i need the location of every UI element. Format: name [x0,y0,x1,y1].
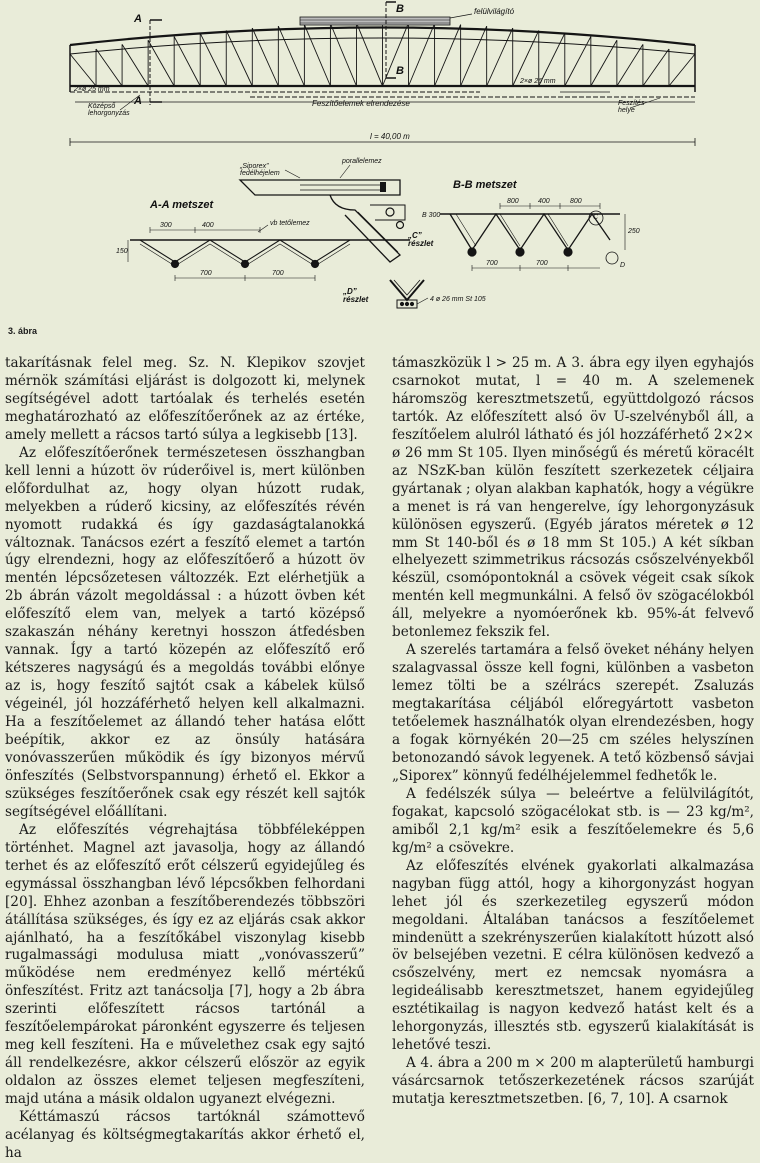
truss-diagonal [226,30,252,86]
mid-anchor-label: Középső lehorgonyzás [88,103,130,117]
truss-diagonal [252,28,278,86]
paragraph: Az előfeszítés végrehajtása többféleképpen történhet. Magnel azt javasolja, hogy az állandó terhet és az előfeszítő erőt célszerű egyidejűleg és egymással összhangban lévő lépcsőkben felhordani [20]. Ehhez azonban a feszítőberendezés többszöri átállítása szükséges, és így ez az eljárás csak akkor ajánlható, ha a feszítőkábel viszonylag kisebb rugalmassági modulusa miatt „vonóvasszerű” működése nem eredményez kellő mértékű önfeszítést. Fritz azt tanácsolja [7], hogy a 2b ábra szerinti előfeszített rácsos tartónál a feszítőelempárokat páronként egyszerre és teljesen meg kell feszíteni. Ha e művelethez csak egy sajtó áll rendelkezésre, akkor célszerű először az egyik oldalon az összes elemet teljesen megfeszíteni, majd utána a másik oldalon ugyanezt elvégezni. [5,821,365,1108]
truss-webs [70,23,695,86]
skylight-box [300,17,450,25]
paragraph: A fedélszék súlya — beleértve a felülvilágítót, fogakat, kapcsoló szögacélokat stb. is — 23 kg/m², amiből 2,1 kg/m² esik a feszítőelemekre és 5,6 kg/m² a csövekre. [392,785,754,856]
truss-diagonal [278,26,304,86]
dim-bb-250: 250 [628,228,640,235]
right-column [392,355,754,1109]
b300-label: B 300 [422,212,441,219]
truss-diagonal [487,28,513,86]
rb-plate-label: vb tetőlemez [270,220,310,227]
truss-diagonal [70,54,96,86]
truss-diagonal [304,25,330,86]
dim-aa-150: 150 [116,248,128,255]
dim-bb-800a: 800 [507,198,519,205]
dim-bb-700b: 700 [536,260,548,267]
tensioning-layout-label: Feszítőelemek elrendezése [312,99,410,108]
figure-3 [0,0,760,345]
paragraph: A 4. ábra a 200 m × 200 m alapterületű hamburgi vásárcsarnok tetőszerkezetének rácsos szarúját mutatja keresztmetszetben. [6, 7, 10]. A csarnok [392,1055,754,1108]
truss-diagonal [330,24,356,86]
truss-diagonal [148,40,174,86]
section-b-bottom: B [396,65,404,77]
detail-c-label: „C” részlet [408,231,434,248]
dim-aa-300: 300 [160,222,172,229]
section-bb-label: B-B metszet [453,179,517,191]
truss-diagonal [669,54,695,86]
truss-diagonal [461,26,487,86]
truss-diagonal [96,49,122,86]
dim-aa-700a: 700 [200,270,212,277]
figure-caption: 3. ábra [8,326,38,336]
left-column [5,355,365,1163]
section-b-top: B [396,3,404,15]
cable-left-label: 2×ø 25 mm [74,86,110,93]
section-a-top: A [134,13,142,25]
dim-bb-800b: 800 [570,198,582,205]
truss-diagonal [643,49,669,86]
skylight-label: felülvilágító [474,7,515,16]
cable-right-label: 2×ø 26 mm [520,78,556,85]
truss-diagonal [617,44,643,86]
truss-diagonal [356,23,382,86]
paragraph: A szerelés tartamára a felső öveket néhány helyen szalagvassal össze kell fogni, különben a vasbeton lemez tölti be a szélrács szerepét. Zsaluzás megtakarítása céljából előregyártott vasbeton tetőelemek használhatók olyan elrendezésben, hogy a fogak környékén 20—25 cm széles helyszínen betonozandó sávok legyenek. A tető közbenső sávjai „Siporex” könnyű fedélhéjelemmel fedhetők le. [392,642,754,784]
paragraph: takarításnak felel meg. Sz. N. Klepikov szovjet mérnök számítási eljárást is dolgozott ki, melynek segítségével adott tartóalak és terhelés esetén meghatározható az előfeszítőerőnek az az értéke, amely mellett a rácsos tartó súlya a legkisebb [13]. [5,355,365,443]
paragraph: Az előfeszítés elvének gyakorlati alkalmazása nagyban függ attól, hogy a kihorgonyzást hogyan lehet jól és szerkezetileg egyszerű módon megoldani. Általában tanácsos a feszítőelemet mindenütt a szekrényszerűen kialakított húzott alsó öv belsejében vezetni. E célra különösen kedvező a csőszelvény, mert ez nemcsak nyomásra a legideálisabb keresztmetszet, hanem egyidejűleg esztétikailag is nagyon kedvező hatást kelt és a lehorgonyzás, illesztés stb. egyszerű kialakítását is lehetővé teszi. [392,857,754,1054]
c-mark: C [593,214,599,221]
d-cable-label: 4 ø 26 mm St 105 [430,296,486,303]
dim-bb-700a: 700 [486,260,498,267]
section-aa-label: A-A metszet [150,199,214,211]
dim-aa-700b: 700 [272,270,284,277]
dim-aa-400: 400 [202,222,214,229]
span-label: l = 40,00 m [370,132,410,141]
top-plate-label: porallelemez [342,158,382,165]
detail-d-label: „D” részlet [343,287,369,304]
truss-diagonal [200,33,226,86]
d-mark: D [620,262,626,269]
siporex-label: „Siporex” fedélhéjelem [240,163,280,177]
truss-diagonal [122,44,148,86]
paragraph: támaszközük l > 25 m. A 3. ábra egy ilyen egyhajós csarnokot mutat, l = 40 m. A szelemenek háromszög keresztmetszetű, együttdolgozó rácsos tartók. Az előfeszített alsó öv U-szelvényből áll, a feszítőelem alulról látható és jól hozzáférhető 2×2× ø 26 mm St 105. Ilyen minőségű és méretű köracélt az NSzK-ban külön feszített szerkezetek céljaira gyártanak ; olyan alakban kaphatók, hogy a végükre a menet is rá van hengerelve, így lehorgonyzásuk különösen egyszerű. (Egyéb járatos méretek ø 12 mm St 140-ből és ø 18 mm St 105.) A két síkban elhelyezett szimmetrikus rácsozás csőszelvényekből készül, csomópontoknál a csövek végeit csak síkok mentén kell megmunkálni. A felső öv szögacélokból áll, melyekre a nyomóerőnek kb. 95%-át felvevő betonlemez fekszik fel. [392,355,754,641]
truss-diagonal [591,40,617,86]
paragraph: Kéttámaszú rácsos tartóknál számottevő acélanyag és költségmegtakarítás akkor érhető el, ha [5,1109,365,1161]
tensioning-place-label: Feszítés helye [618,100,645,114]
dim-bb-400: 400 [538,198,550,205]
paragraph: Az előfeszítőerőnek természetesen összhangban kell lenni a húzott öv rúderőivel is, mert különben előfordulhat az, hogy olyan húzott rudak, melyekben a rúderő kicsiny, az előfeszítés révén nyomott rudakká és így gazdaságtalanokká változnak. Tanácsos ezért a feszítő elemet a tartón úgy elrendezni, hogy az előfeszítőerő a húzott öv mentén lépcsőzetesen változzék. Ezt elérhetjük a 2b ábrán vázolt megoldással : a húzott övben két előfeszítő elem van, melyek a tartó középső szakaszán néhány keretnyi hosszon átfedésben vannak. Így a tartó közepén az előfeszítő erő kétszeres nagyságú és a megoldás további előnye az is, hogy feszítő sajtót csak a kábelek külső végeinél, jól hozzáférhető helyen kell alkalmazni. Ha a feszítőelemet az állandó teher hatása előtt beépítik, akkor ez az önsúly hatására vonóvasszerűen működik és így bizonyos mérvű önfeszítés (Selbstvorspannung) érhető el. Ekkor a szükséges feszítőerőnek csak egy részét kell sajtók segítségével előállítani. [5,444,365,820]
section-a-bottom: A [134,95,142,107]
truss-diagonal [409,24,435,86]
truss-diagonal [435,25,461,86]
detail-c-slab [240,180,400,195]
